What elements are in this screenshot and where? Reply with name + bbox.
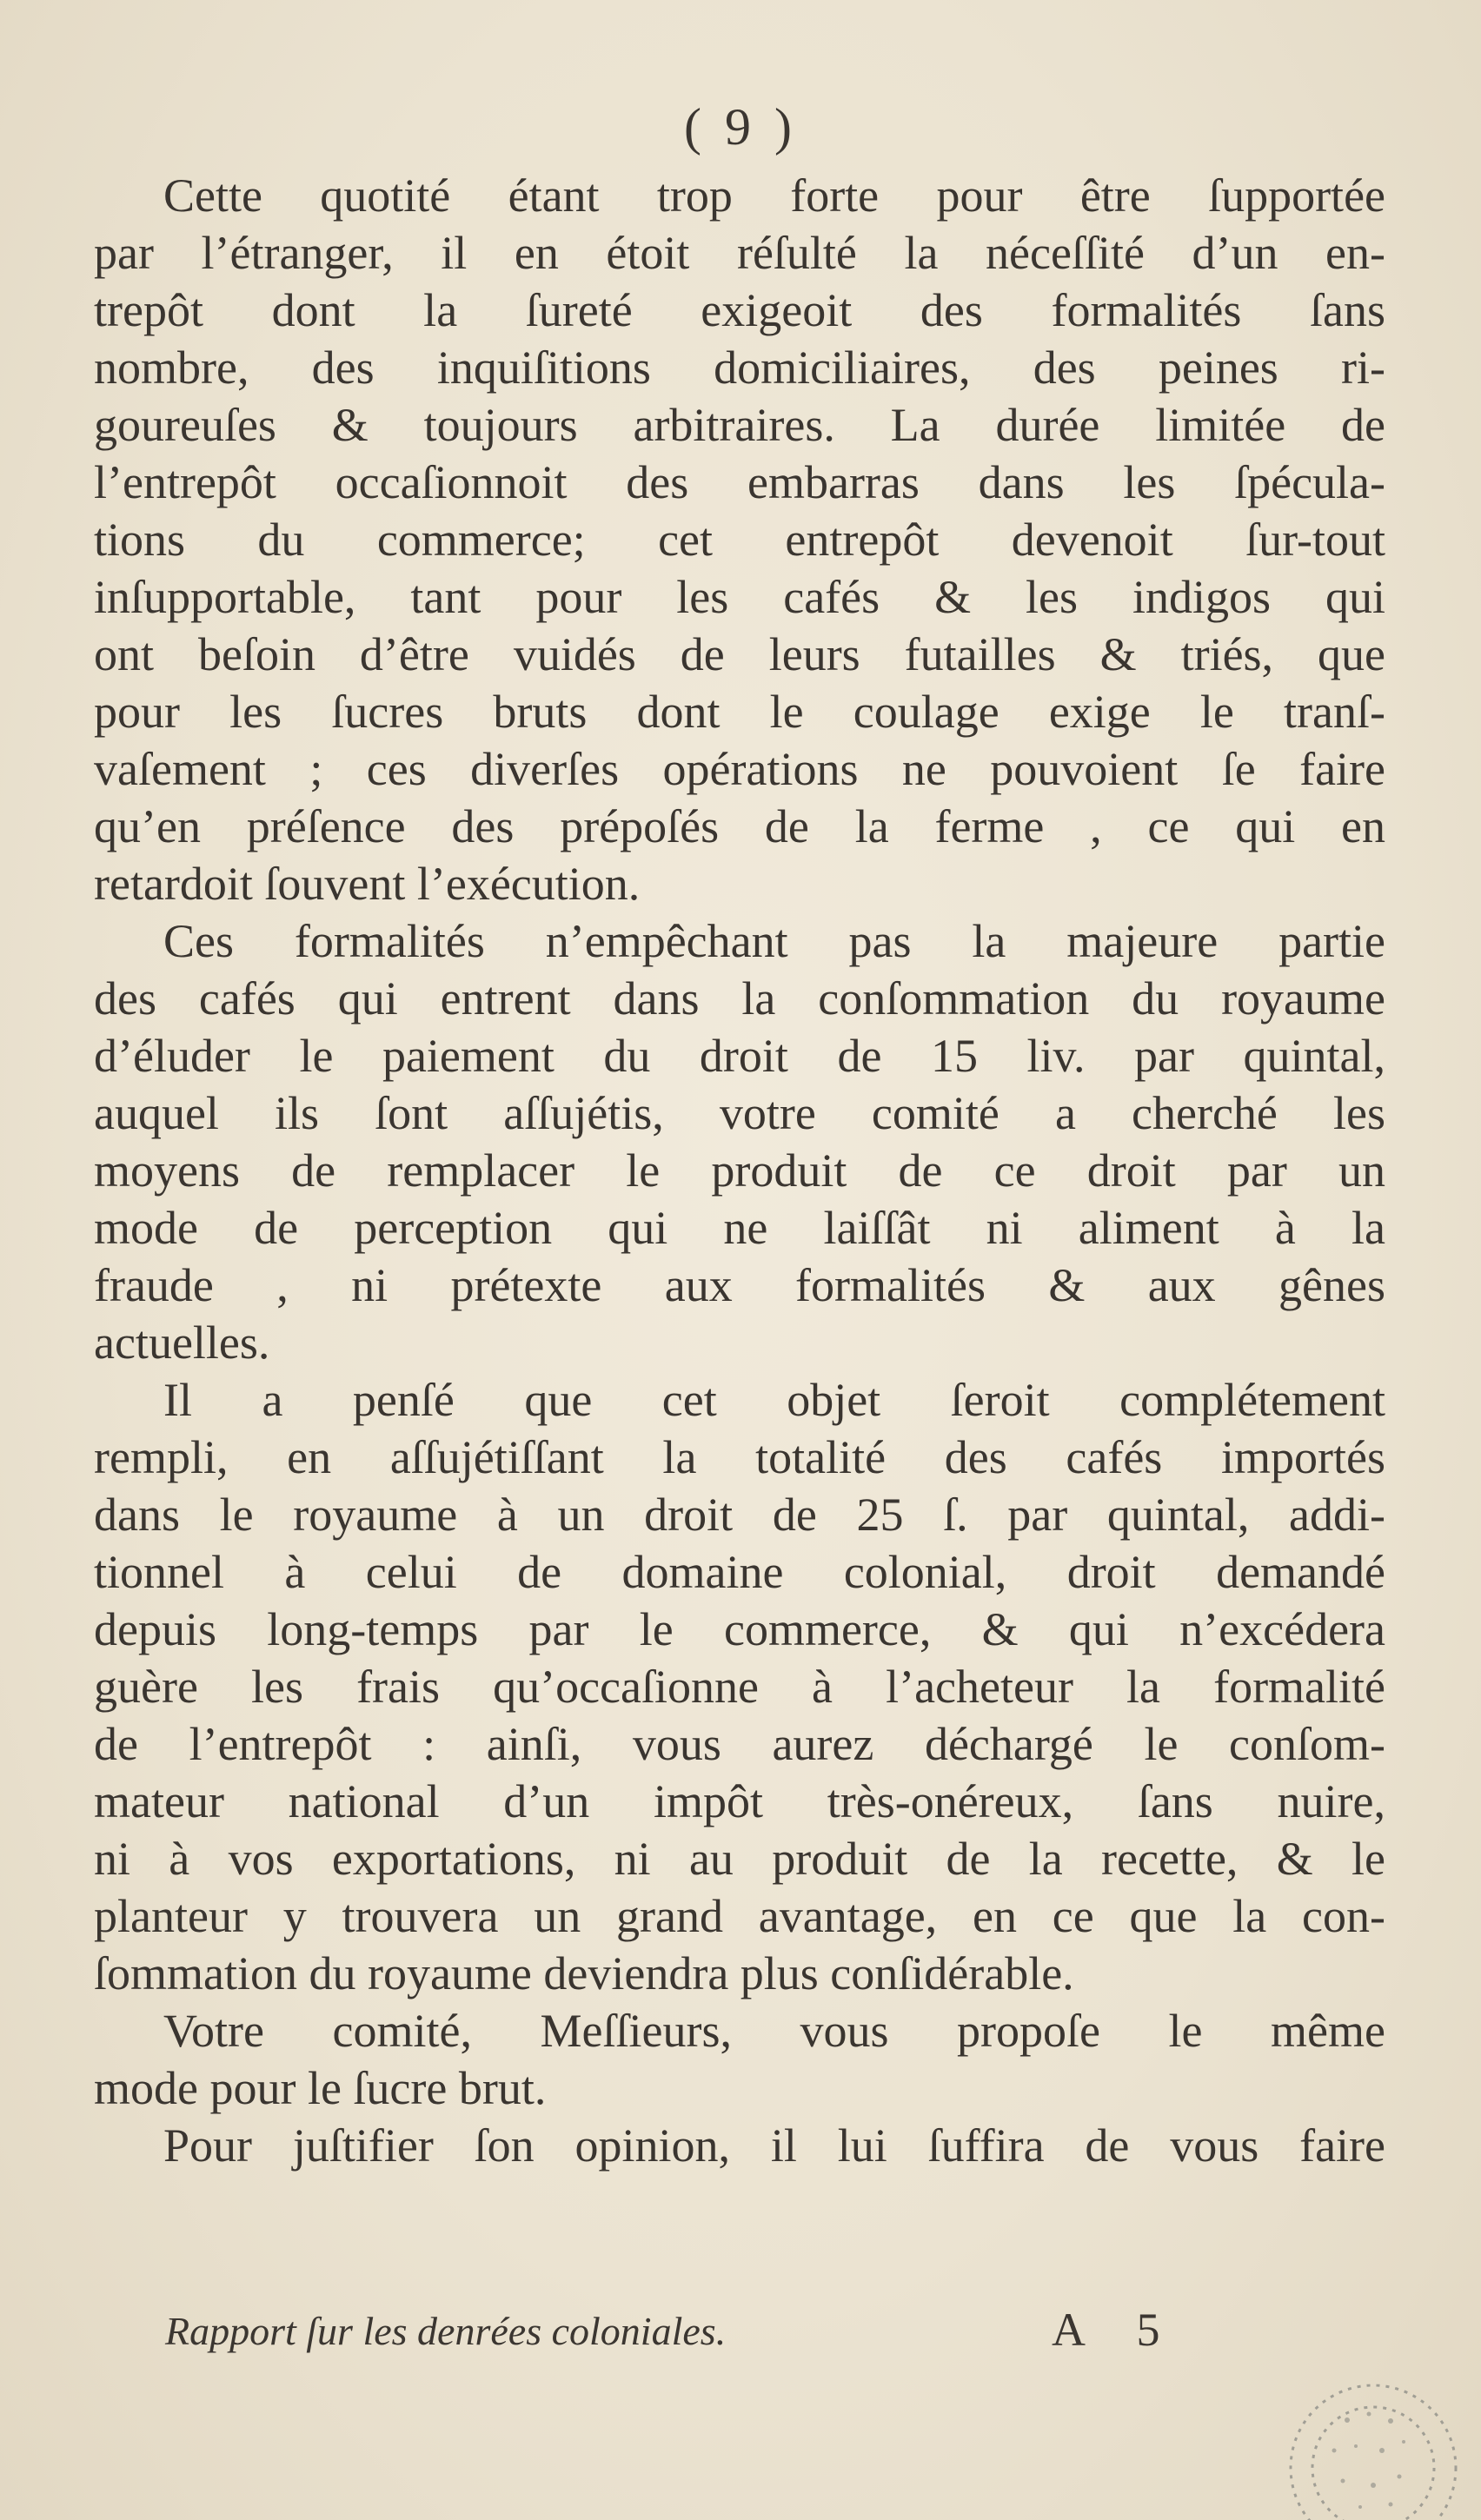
text-line: ſommation du royaume deviendra plus conſidérable.: [94, 1947, 1074, 1999]
text-line: mode pour le ſucre brut.: [94, 2062, 547, 2114]
text-line: Cette quotité étant trop forte pour être ſupportée: [163, 169, 1385, 222]
text-line: Votre comité, Meſſieurs, vous propoſe le même: [163, 2005, 1385, 2057]
text-line: des cafés qui entrent dans la conſommation du royaume: [94, 972, 1385, 1025]
text-line: Pour juſtifier ſon opinion, il lui ſuffira de vous faire: [163, 2119, 1385, 2172]
page-number: ( 9 ): [684, 98, 797, 156]
text-line: vaſement ; ces diverſes opérations ne pouvoient ſe faire: [94, 743, 1385, 795]
text-line: depuis long-temps par le commerce, & qui n’excédera: [94, 1603, 1385, 1655]
signature-mark: A 5: [1052, 2304, 1181, 2356]
text-line: tions du commerce; cet entrepôt devenoit ſur-tout: [94, 514, 1385, 566]
text-line: pour les ſucres bruts dont le coulage exige le tranſ-: [94, 686, 1385, 738]
text-line: auquel ils ſont aſſujétis, votre comité a cherché les: [94, 1087, 1385, 1139]
text-line: qu’en préſence des prépoſés de la ferme , ce qui en: [94, 800, 1385, 852]
running-footer-title: Rapport ſur les denrées coloniales.: [165, 2309, 727, 2353]
text-line: moyens de remplacer le produit de ce droit par un: [94, 1144, 1385, 1197]
text-line: actuelles.: [94, 1316, 270, 1369]
text-line: d’éluder le paiement du droit de 15 liv. par quintal,: [94, 1030, 1385, 1082]
text-line: planteur y trouvera un grand avantage, en ce que la con-: [94, 1890, 1385, 1942]
text-line: dans le royaume à un droit de 25 ſ. par quintal, addi-: [94, 1489, 1385, 1541]
library-stamp-icon: [1252, 2338, 1478, 2520]
text-line: goureuſes & toujours arbitraires. La durée limitée de: [94, 399, 1385, 451]
text-line: trepôt dont la ſureté exigeoit des formalités ſans: [94, 284, 1385, 336]
text-line: ni à vos exportations, ni au produit de la recette, & le: [94, 1833, 1385, 1885]
text-line: par l’étranger, il en étoit réſulté la néceſſité d’un en-: [94, 227, 1385, 279]
text-line: Ces formalités n’empêchant pas la majeure partie: [163, 915, 1385, 967]
body-text: [94, 167, 1385, 2174]
text-line: de l’entrepôt : ainſi, vous aurez déchargé le conſom-: [94, 1718, 1385, 1770]
text-line: Il a penſé que cet objet ſeroit complétement: [163, 1374, 1385, 1426]
text-line: mateur national d’un impôt très-onéreux, ſans nuire,: [94, 1775, 1385, 1827]
text-line: fraude , ni prétexte aux formalités & aux gênes: [94, 1259, 1385, 1311]
text-line: retardoit ſouvent l’exécution.: [94, 858, 641, 910]
text-line: nombre, des inquiſitions domiciliaires, des peines ri-: [94, 342, 1385, 394]
text-line: guère les frais qu’occaſionne à l’acheteur la formalité: [94, 1661, 1385, 1713]
text-line: mode de perception qui ne laiſſât ni aliment à la: [94, 1202, 1385, 1254]
text-line: ont beſoin d’être vuidés de leurs futailles & triés, que: [94, 628, 1385, 680]
text-line: l’entrepôt occaſionnoit des embarras dans les ſpécula-: [94, 456, 1385, 508]
text-line: tionnel à celui de domaine colonial, droit demandé: [94, 1546, 1385, 1598]
text-line: rempli, en aſſujétiſſant la totalité des cafés importés: [94, 1431, 1385, 1483]
text-line: inſupportable, tant pour les cafés & les indigos qui: [94, 571, 1385, 623]
